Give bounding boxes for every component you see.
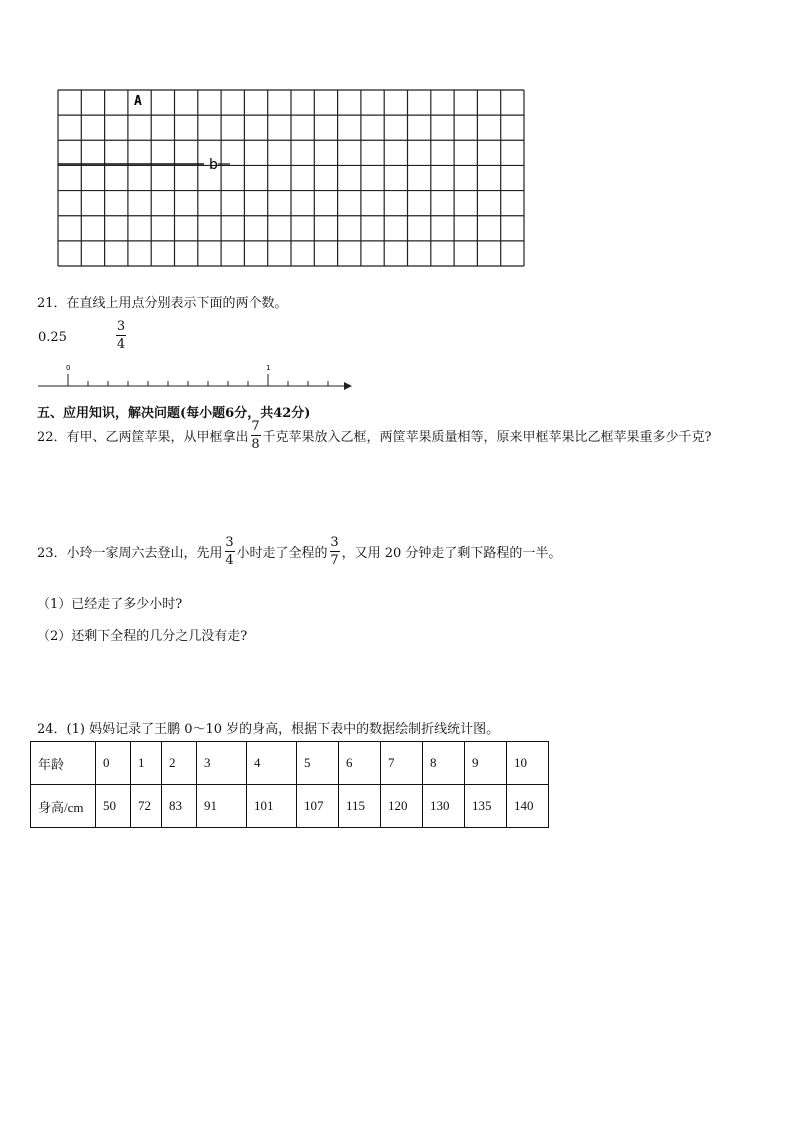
- table-cell: 2: [162, 742, 197, 785]
- q23: [37, 536, 561, 567]
- q23-fraction-1: [225, 536, 235, 567]
- number-line-one-label: 1: [266, 364, 271, 372]
- section-5-heading: 五、应用知识，解决问题(每小题6分，共42分): [37, 406, 311, 421]
- table-cell: 8: [423, 742, 465, 785]
- table-cell: 3: [197, 742, 247, 785]
- table-cell: 115: [339, 785, 381, 828]
- table-cell: 50: [96, 785, 131, 828]
- table-cell: 6: [339, 742, 381, 785]
- number-line-ticks: [68, 374, 328, 386]
- q24-text: 24．(1) 妈妈记录了王鹏 0～10 岁的身高，根据下表中的数据绘制折线统计图。: [37, 722, 500, 737]
- table-cell: 9: [465, 742, 507, 785]
- q22: [37, 420, 712, 451]
- table-cell: 5: [297, 742, 339, 785]
- height-header: 身高/cm: [31, 785, 96, 828]
- age-header: 年龄: [31, 742, 96, 785]
- q21-text: 21．在直线上用点分别表示下面的两个数。: [37, 296, 288, 311]
- q23-text-b: 小时走了全程的: [236, 546, 328, 561]
- q21-fraction: [114, 320, 128, 351]
- height-table: [30, 741, 549, 828]
- table-cell: 135: [465, 785, 507, 828]
- table-row-height: [31, 785, 549, 828]
- table-row-age: [31, 742, 549, 785]
- q23-frac1-den: 4: [225, 553, 234, 568]
- table-cell: 83: [162, 785, 197, 828]
- q23-text-c: ，又用 20 分钟走了剩下路程的一半。: [341, 546, 562, 561]
- grid-lines: [58, 90, 524, 266]
- table-cell: 120: [381, 785, 423, 828]
- q22-fraction: [251, 420, 261, 451]
- q21-fraction-den: 4: [116, 337, 126, 352]
- table-cell: 130: [423, 785, 465, 828]
- table-cell: 107: [297, 785, 339, 828]
- number-line-arrow: [344, 382, 352, 390]
- grid-figure: [56, 88, 528, 270]
- line-b-label: b: [209, 157, 218, 173]
- q23-frac1-num: 3: [225, 535, 234, 550]
- table-cell: 101: [247, 785, 297, 828]
- q21-decimal: 0.25: [38, 330, 67, 345]
- table-cell: 10: [507, 742, 549, 785]
- q23-sub-2: （2）还剩下全程的几分之几没有走?: [37, 629, 248, 644]
- q23-text-a: 23．小玲一家周六去登山，先用: [37, 546, 223, 561]
- q23-fraction-2: [330, 536, 340, 567]
- q22-fraction-den: 8: [251, 437, 260, 452]
- table-cell: 4: [247, 742, 297, 785]
- table-cell: 140: [507, 785, 549, 828]
- table-cell: 7: [381, 742, 423, 785]
- table-cell: 91: [197, 785, 247, 828]
- number-line: [36, 360, 356, 396]
- q22-text-before: 22．有甲、乙两筐苹果，从甲框拿出: [37, 430, 249, 445]
- q22-text-after: 千克苹果放入乙框，两筐苹果质量相等，原来甲框苹果比乙框苹果重多少千克?: [262, 430, 712, 445]
- table-cell: 1: [131, 742, 162, 785]
- point-a-label: A: [134, 94, 142, 109]
- q21-fraction-num: 3: [116, 319, 126, 334]
- q22-fraction-num: 7: [251, 419, 260, 434]
- q23-frac2-num: 3: [330, 535, 339, 550]
- q23-sub-1: （1）已经走了多少小时?: [37, 597, 183, 612]
- number-line-zero-label: 0: [66, 364, 71, 372]
- q23-frac2-den: 7: [330, 553, 339, 568]
- table-cell: 72: [131, 785, 162, 828]
- table-cell: 0: [96, 742, 131, 785]
